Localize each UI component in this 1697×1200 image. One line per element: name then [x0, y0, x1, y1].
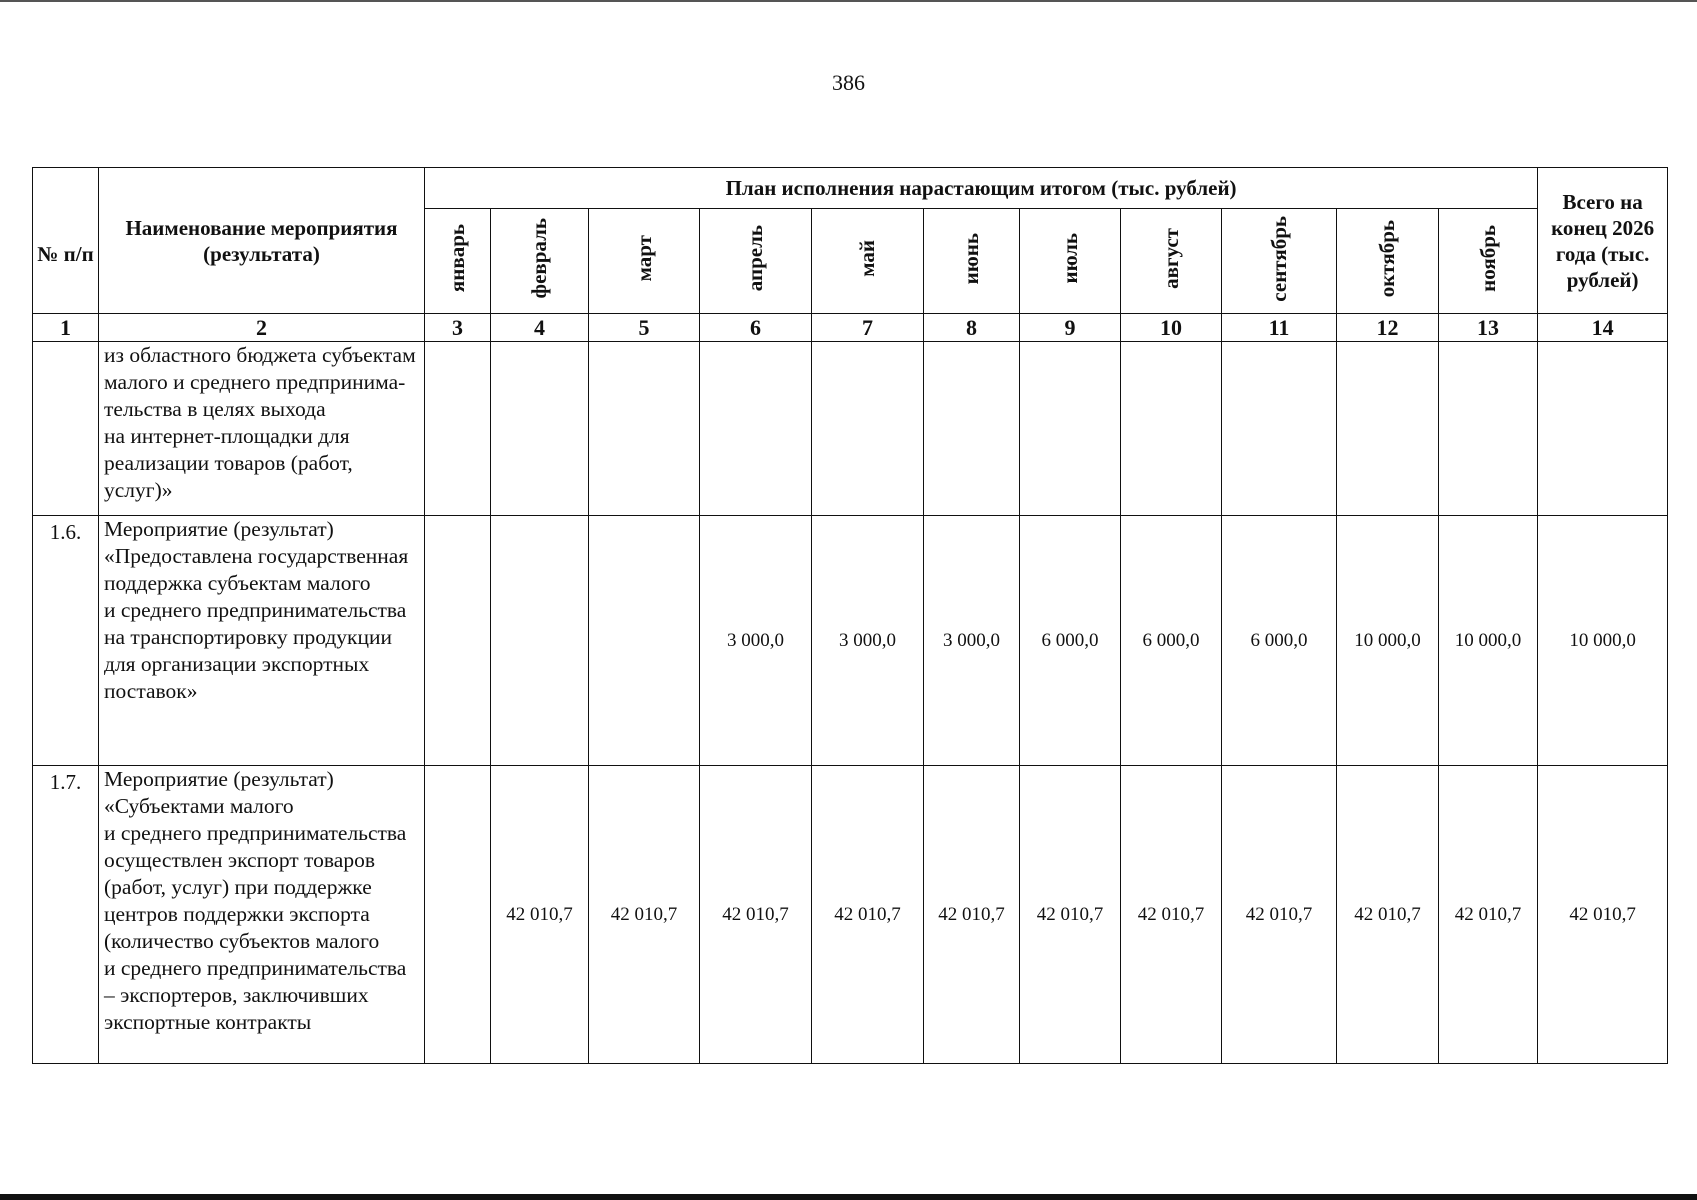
table-body [33, 168, 1668, 1064]
header-month-label: январь [445, 224, 469, 293]
header-month-label: июнь [959, 232, 983, 285]
row-value: 6 000,0 [1222, 516, 1337, 766]
column-number: 7 [812, 314, 924, 342]
row-value: 3 000,0 [812, 516, 924, 766]
row-value: 42 010,7 [1439, 766, 1538, 1064]
row-name: из областного бюджета субъектам малого и среднего предпринима- тельства в целях выхода на интернет-площадки для реализации товаров (работ, услуг)» [99, 342, 425, 516]
row-value: 10 000,0 [1337, 516, 1439, 766]
header-month-label: август [1158, 228, 1183, 289]
row-value: 3 000,0 [924, 516, 1020, 766]
header-month-label: февраль [527, 218, 551, 299]
column-number: 8 [924, 314, 1020, 342]
column-number: 3 [425, 314, 491, 342]
row-name: Мероприятие (результат) «Субъектами малого и среднего предпринимательства осуществлен экспорт товаров (работ, услуг) при поддержке центров поддержки экспорта (количество субъектов малого и среднего предпринимательства – экспортеров, заключивших экспортные контракты [99, 766, 425, 1064]
header-num [33, 168, 99, 314]
header-total-text: Всего на конец 2026 года (тыс. рублей) [1551, 189, 1655, 292]
column-number: 14 [1538, 314, 1668, 342]
row-value [589, 516, 700, 766]
column-number: 9 [1020, 314, 1121, 342]
header-num-text: № п/п [37, 241, 94, 266]
row-total [1538, 342, 1668, 516]
row-value [425, 766, 491, 1064]
header-total [1538, 168, 1668, 314]
row-total: 42 010,7 [1538, 766, 1668, 1064]
header-month [1121, 209, 1222, 314]
row-value [1222, 342, 1337, 516]
row-value: 42 010,7 [1337, 766, 1439, 1064]
row-value: 42 010,7 [1121, 766, 1222, 1064]
header-row-plan [33, 168, 1668, 209]
header-month [1020, 209, 1121, 314]
row-value [589, 342, 700, 516]
row-value [812, 342, 924, 516]
row-number: 1.7. [33, 766, 99, 1064]
column-number-row [33, 314, 1668, 342]
header-month-label: апрель [743, 225, 767, 292]
row-value [491, 342, 589, 516]
row-value: 42 010,7 [812, 766, 924, 1064]
header-plan [425, 168, 1538, 209]
row-value: 42 010,7 [700, 766, 812, 1064]
header-month-label: октябрь [1375, 219, 1399, 298]
row-value: 6 000,0 [1121, 516, 1222, 766]
row-value: 42 010,7 [1222, 766, 1337, 1064]
header-month-label: май [855, 240, 879, 277]
column-number: 11 [1222, 314, 1337, 342]
page-bottom-bar [0, 1194, 1697, 1200]
column-number: 12 [1337, 314, 1439, 342]
row-value [700, 342, 812, 516]
header-month [1222, 209, 1337, 314]
header-month-label: июль [1057, 233, 1082, 284]
row-value [1121, 342, 1222, 516]
column-number: 13 [1439, 314, 1538, 342]
header-month [589, 209, 700, 314]
page-top-rule [0, 0, 1697, 2]
column-number: 1 [33, 314, 99, 342]
row-name: Мероприятие (результат) «Предоставлена государственная поддержка субъектам малого и среднего предпринимательства на транспортировку продукции для организации экспортных поставок» [99, 516, 425, 766]
header-month [1337, 209, 1439, 314]
header-month [1439, 209, 1538, 314]
row-value [425, 342, 491, 516]
row-value: 10 000,0 [1439, 516, 1538, 766]
header-month [812, 209, 924, 314]
row-value: 42 010,7 [1020, 766, 1121, 1064]
header-month-label: март [631, 235, 656, 282]
column-number: 4 [491, 314, 589, 342]
row-value [1020, 342, 1121, 516]
header-month-label: ноябрь [1475, 225, 1500, 292]
column-number: 2 [99, 314, 425, 342]
row-number [33, 342, 99, 516]
header-name-text: Наименование мероприятия (результата) [125, 215, 398, 266]
row-value: 42 010,7 [924, 766, 1020, 1064]
page-number: 386 [832, 70, 865, 95]
header-name [99, 168, 425, 314]
row-value [1337, 342, 1439, 516]
row-value [425, 516, 491, 766]
row-number: 1.6. [33, 516, 99, 766]
row-value: 3 000,0 [700, 516, 812, 766]
header-month-label: сентябрь [1266, 215, 1291, 302]
table-row [33, 516, 1668, 766]
row-value [924, 342, 1020, 516]
header-month [425, 209, 491, 314]
header-month [491, 209, 589, 314]
column-number: 10 [1121, 314, 1222, 342]
table-row [33, 342, 1668, 516]
table-row [33, 766, 1668, 1064]
header-month [700, 209, 812, 314]
column-number: 6 [700, 314, 812, 342]
header-plan-text: План исполнения нарастающим итогом (тыс. рублей) [725, 176, 1237, 200]
row-total: 10 000,0 [1538, 516, 1668, 766]
row-value: 42 010,7 [491, 766, 589, 1064]
execution-plan-table [32, 167, 1668, 1064]
column-number: 5 [589, 314, 700, 342]
row-value: 42 010,7 [589, 766, 700, 1064]
row-value [491, 516, 589, 766]
header-month [924, 209, 1020, 314]
row-value: 6 000,0 [1020, 516, 1121, 766]
row-value [1439, 342, 1538, 516]
